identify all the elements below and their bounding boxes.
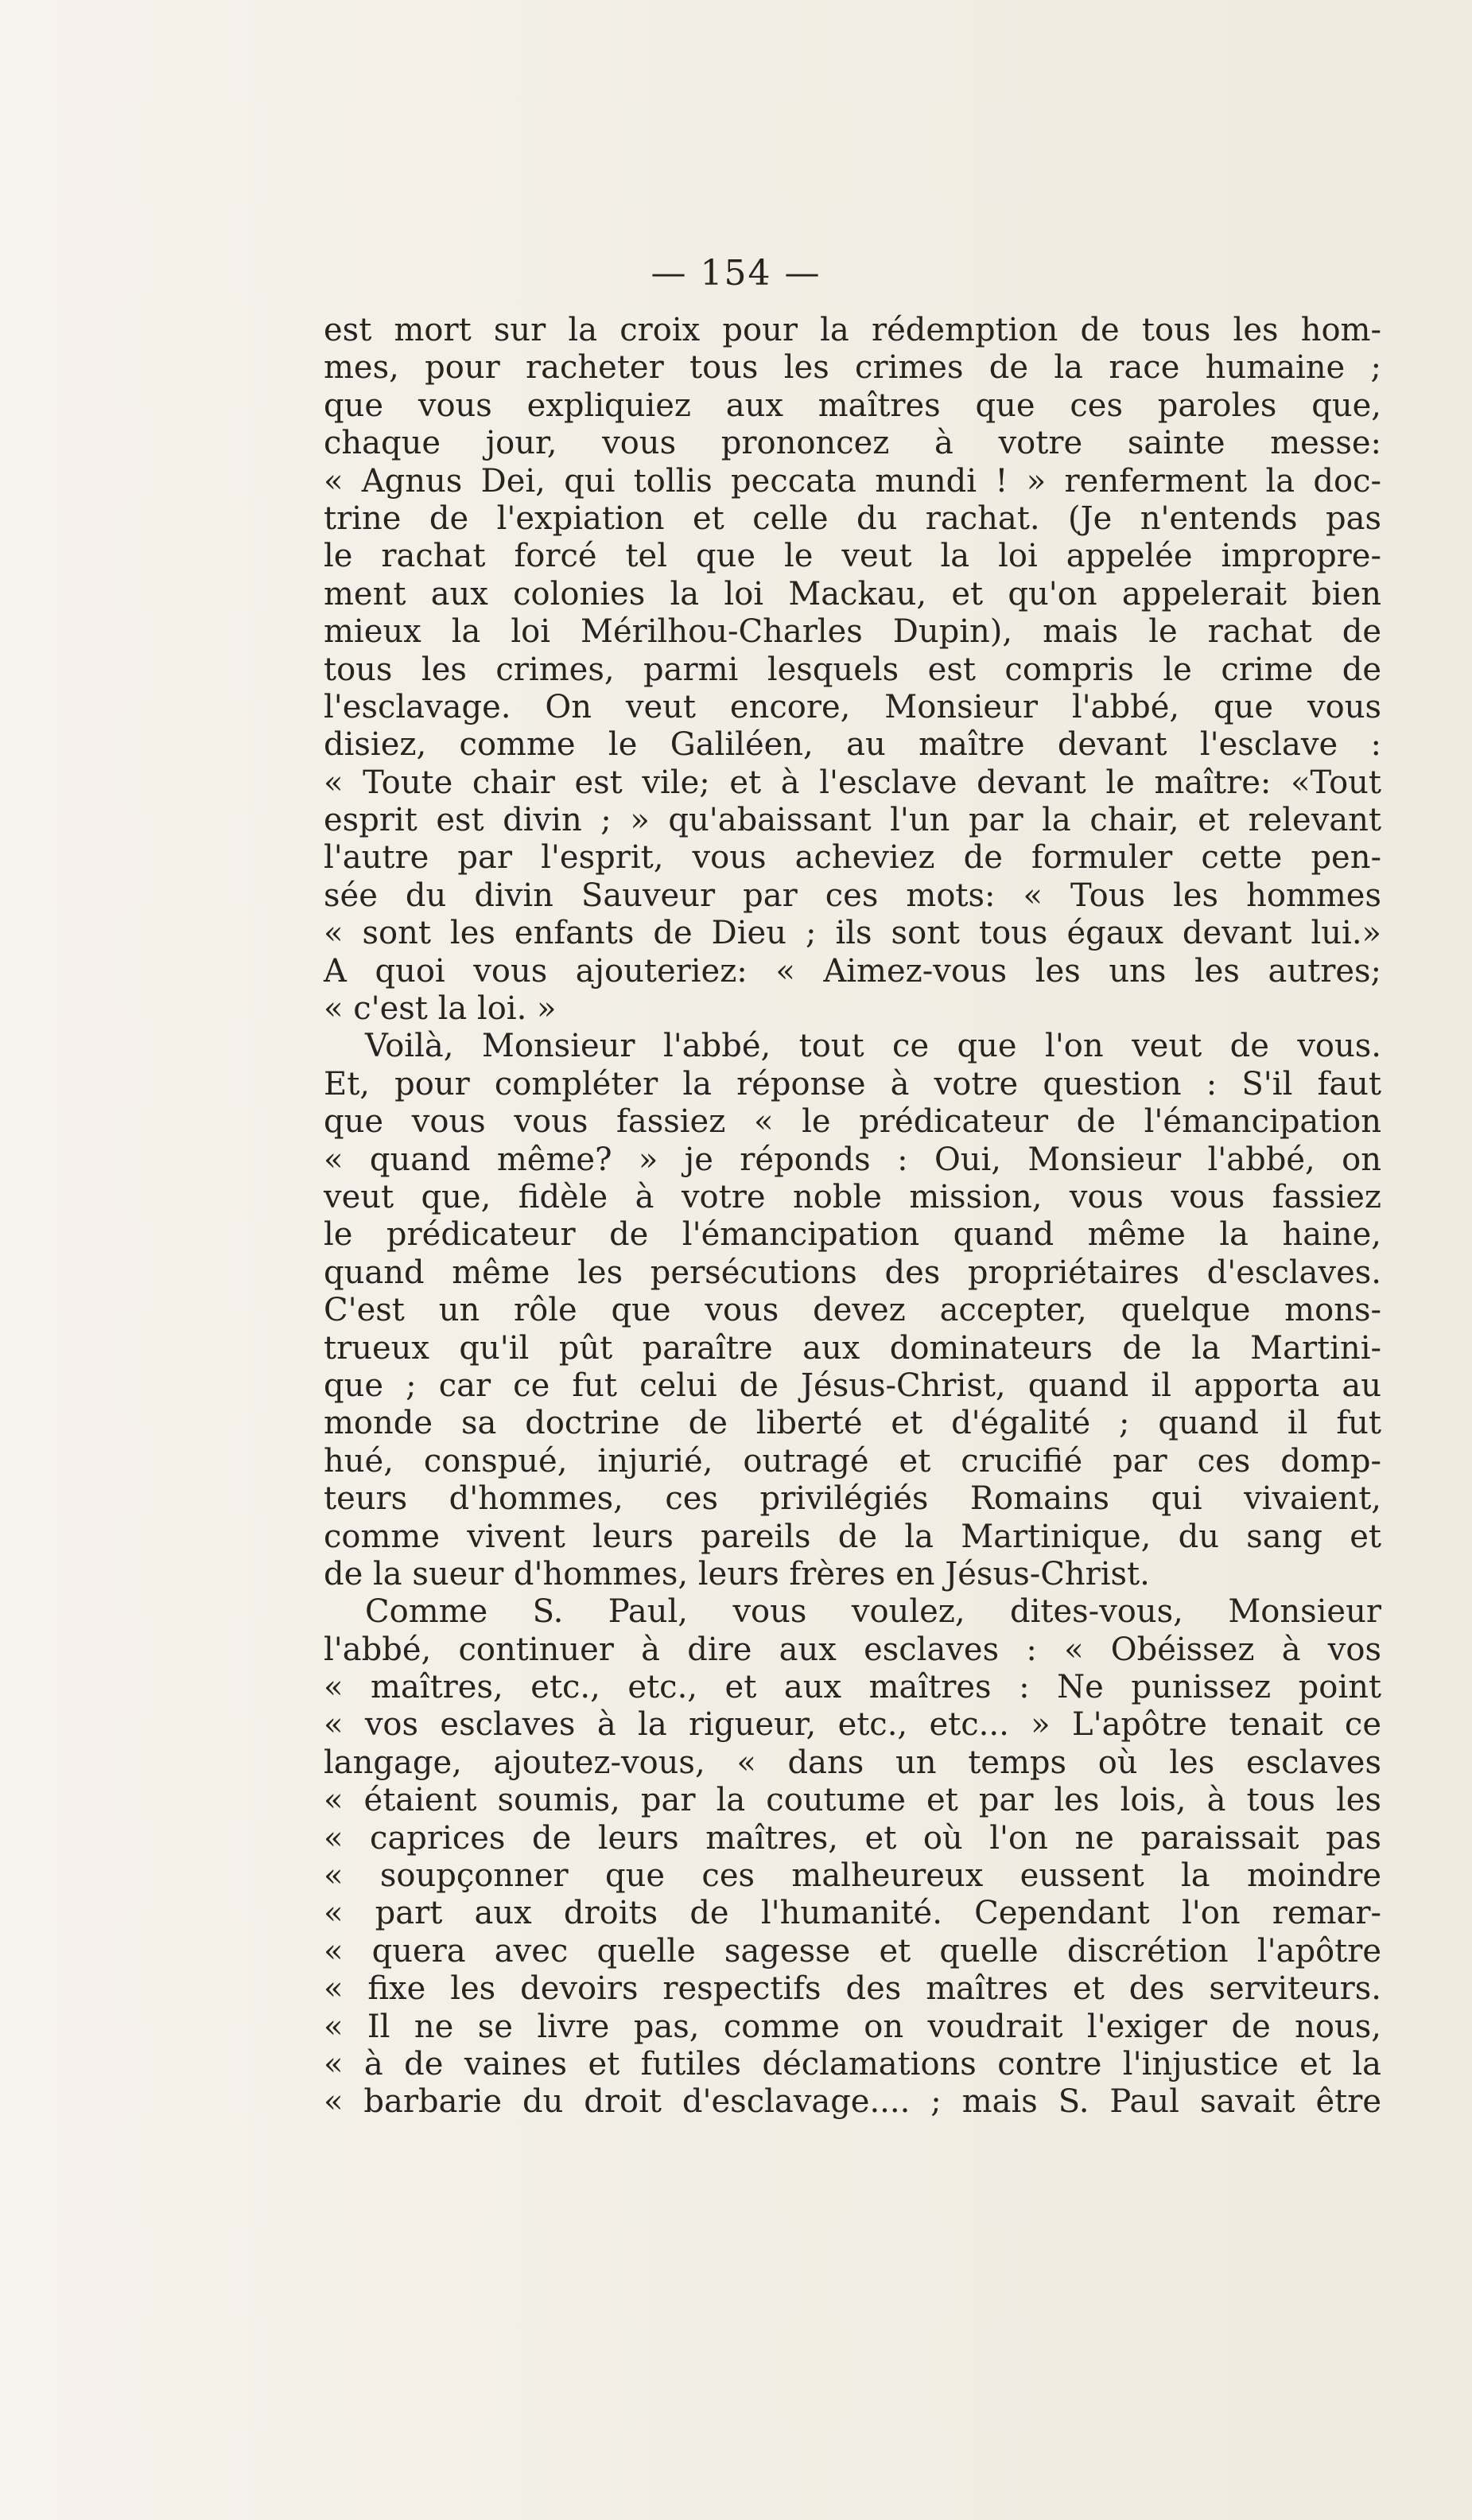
text-line: est mort sur la croix pour la rédemption de tous les hom- [324,312,1381,348]
text-line: teurs d'hommes, ces privilégiés Romains qui vivaient, [324,1480,1381,1518]
text-line: « sont les enfants de Dieu ; ils sont tous égaux devant lui.» [324,915,1381,952]
text-line: trine de l'expiation et celle du rachat. (Je n'entends pas [324,500,1381,537]
text-line: monde sa doctrine de liberté et d'égalité ; quand il fut [324,1405,1381,1442]
text-line: « vos esclaves à la rigueur, etc., etc... » L'apôtre tenait ce [324,1706,1381,1744]
text-line: « maîtres, etc., etc., et aux maîtres : Ne punissez point [324,1669,1381,1706]
text-line: l'esclavage. On veut encore, Monsieur l'abbé, que vous [324,688,1381,725]
text-line: « fixe les devoirs respectifs des maîtres et des serviteurs. [324,1970,1381,2008]
text-line: « Agnus Dei, qui tollis peccata mundi ! » renferment la doc- [324,462,1381,500]
text-line: que vous vous fassiez « le prédicateur de l'émancipation [324,1103,1381,1141]
text-line: veut que, fidèle à votre noble mission, vous vous fassiez [324,1178,1381,1215]
text-line: l'abbé, continuer à dire aux esclaves : « Obéissez à vos [324,1631,1381,1668]
text-line: « quera avec quelle sagesse et quelle discrétion l'apôtre [324,1932,1381,1970]
text-line: comme vivent leurs pareils de la Martinique, du sang et [324,1518,1381,1555]
text-line: que vous expliquiez aux maîtres que ces paroles que, [324,387,1381,424]
page-number: — 154 — [651,253,821,294]
text-line: « c'est la loi. » [324,990,557,1028]
text-line: tous les crimes, parmi lesquels est compris le crime de [324,651,1381,688]
text-line: mes, pour racheter tous les crimes de la race humaine ; [324,349,1381,387]
text-line: Et, pour compléter la réponse à votre question : S'il faut [324,1065,1381,1102]
text-line: « étaient soumis, par la coutume et par les lois, à tous les [324,1782,1381,1819]
text-line: langage, ajoutez-vous, « dans un temps où les esclaves [324,1744,1381,1781]
text-line: « barbarie du droit d'esclavage.... ; mais S. Paul savait être [324,2083,1381,2121]
text-line: de la sueur d'hommes, leurs frères en Jésus-Christ. [324,1555,1150,1592]
text-line: esprit est divin ; » qu'abaissant l'un par la chair, et relevant [324,802,1381,839]
text-line: Comme S. Paul, vous voulez, dites-vous, Monsieur [365,1593,1381,1631]
text-line: « soupçonner que ces malheureux eussent la moindre [324,1857,1381,1895]
text-line: ment aux colonies la loi Mackau, et qu'on appelerait bien [324,575,1381,612]
text-line: « à de vaines et futiles déclamations contre l'injustice et la [324,2045,1381,2082]
text-line: l'autre par l'esprit, vous acheviez de formuler cette pen- [324,839,1381,877]
text-line: « caprices de leurs maîtres, et où l'on ne paraissait pas [324,1819,1381,1857]
text-line: hué, conspué, injurié, outragé et crucifié par ces domp- [324,1442,1381,1480]
text-line: quand même les persécutions des propriétaires d'esclaves. [324,1254,1381,1291]
text-line: « part aux droits de l'humanité. Cependant l'on remar- [324,1895,1381,1932]
text-line: « quand même? » je réponds : Oui, Monsieur l'abbé, on [324,1141,1381,1178]
text-line: trueux qu'il pût paraître aux dominateurs de la Martini- [324,1329,1381,1367]
text-line: le rachat forcé tel que le veut la loi appelée impropre- [324,538,1381,575]
text-line: « Toute chair est vile; et à l'esclave devant le maître: «Tout [324,764,1381,801]
text-line: chaque jour, vous prononcez à votre sainte messe: [324,425,1381,462]
text-line: sée du divin Sauveur par ces mots: « Tous les hommes [324,877,1381,914]
text-line: mieux la loi Mérilhou-Charles Dupin), mais le rachat de [324,613,1381,651]
text-line: A quoi vous ajouteriez: « Aimez-vous les uns les autres; [324,952,1381,990]
body-text [324,312,1381,2121]
text-line: le prédicateur de l'émancipation quand même la haine, [324,1216,1381,1254]
text-line: Voilà, Monsieur l'abbé, tout ce que l'on veut de vous. [365,1028,1381,1065]
text-line: « Il ne se livre pas, comme on voudrait l'exiger de nous, [324,2008,1381,2045]
text-line: que ; car ce fut celui de Jésus-Christ, quand il apporta au [324,1367,1381,1404]
text-line: C'est un rôle que vous devez accepter, quelque mons- [324,1292,1381,1329]
text-line: disiez, comme le Galiléen, au maître devant l'esclave : [324,726,1381,764]
